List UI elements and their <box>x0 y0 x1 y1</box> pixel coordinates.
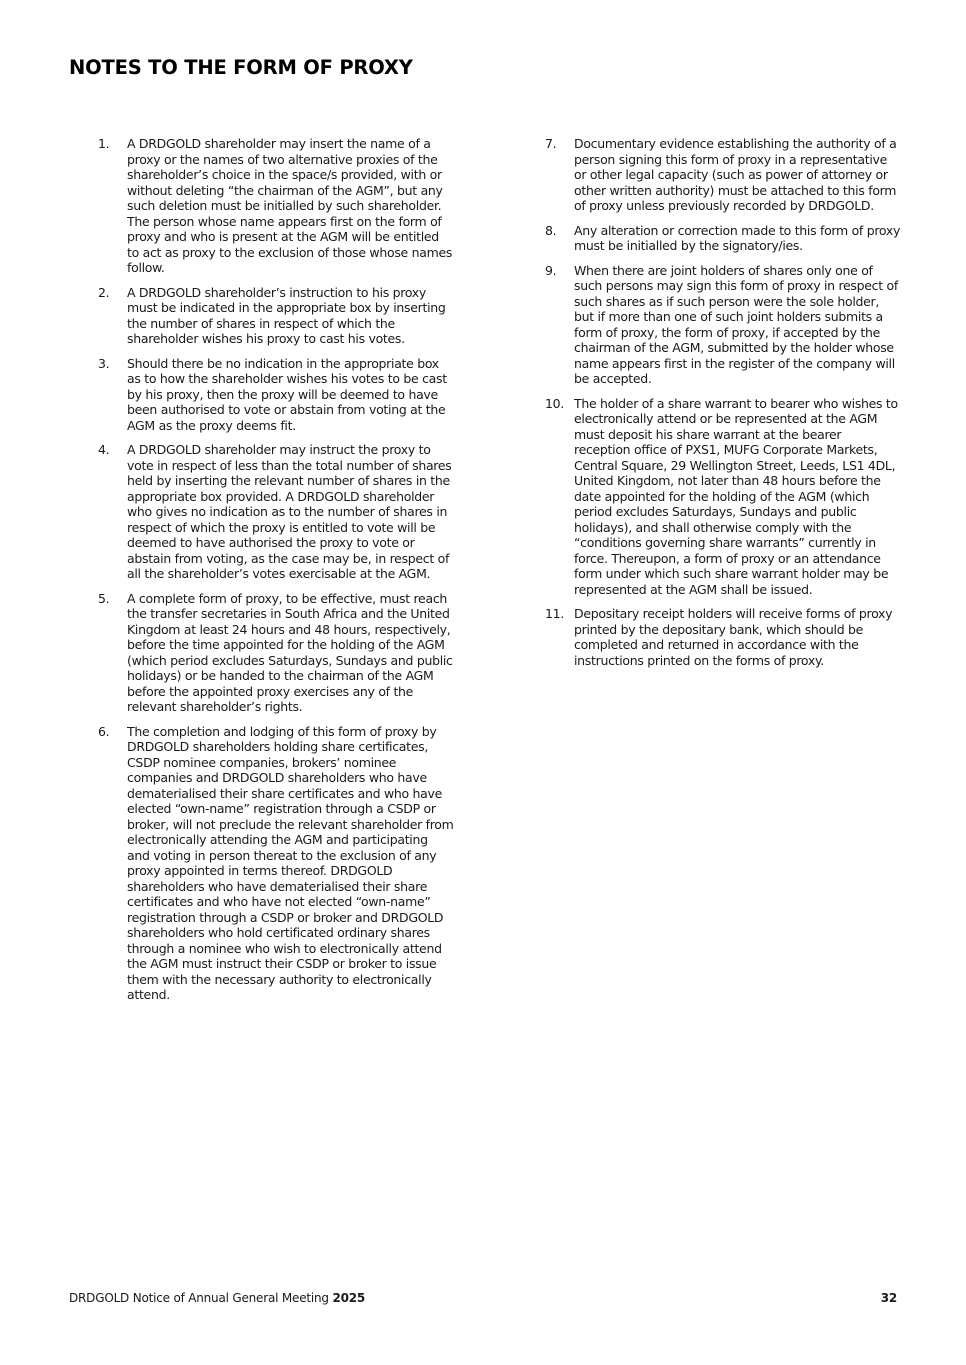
notes-column-right <box>545 136 901 677</box>
page-footer <box>69 1291 897 1309</box>
page-title: NOTES TO THE FORM OF PROXY <box>69 56 413 79</box>
note-text: A DRDGOLD shareholder’s instruction to his proxy must be indicated in the appropriate box by inserting the number of shares in respect of which the shareholder wishes his proxy to cast his votes. <box>127 284 446 346</box>
note-text: A DRDGOLD shareholder may instruct the proxy to vote in respect of less than the total number of shares held by inserting the relevant number of shares in the appropriate box provided. A DRDGOLD shareholder who gives no indication as to the number of shares in respect of which the proxy is entitled to vote will be deemed to have authorised the proxy to vote or abstain from voting, as the case may be, in respect of all the shareholder’s votes exercisable at the AGM. <box>127 442 452 581</box>
page-number: 32 <box>880 1291 897 1305</box>
note-item <box>98 285 454 347</box>
note-item <box>98 136 454 276</box>
note-text: The completion and lodging of this form of proxy by DRDGOLD shareholders holding share certificates, CSDP nominee companies, brokers’ nominee companies and DRDGOLD shareholders who have dematerialised their share certificates and who have elected “own-name” registration through a CSDP or broker, will not preclude the relevant shareholder from electronically attending the AGM and participating and voting in person thereat to the exclusion of any proxy appointed in terms thereof. DRDGOLD shareholders who have dematerialised their share certificates and who have not elected “own-name” registration through a CSDP or broker and DRDGOLD shareholders who hold certificated ordinary shares through a nominee who wish to electronically attend the AGM must instruct their CSDP or broker to issue them with the necessary authority to electronically attend. <box>127 723 454 1002</box>
note-item <box>545 136 901 214</box>
note-text: Depositary receipt holders will receive forms of proxy printed by the depositary bank, which should be completed and returned in accordance with the instructions printed on the forms of proxy. <box>574 606 893 668</box>
footer-year: 2025 <box>332 1291 366 1305</box>
note-number: 5. <box>98 590 110 606</box>
note-item <box>545 606 901 668</box>
note-text: Documentary evidence establishing the authority of a person signing this form of proxy in a representative or other legal capacity (such as power of attorney or other written authority) must be attached to this form of proxy unless previously recorded by DRDGOLD. <box>574 136 897 213</box>
note-item <box>98 356 454 434</box>
note-number: 2. <box>98 284 110 300</box>
footer-doc-name: DRDGOLD Notice of Annual General Meeting <box>69 1291 329 1305</box>
note-number: 3. <box>98 355 110 371</box>
note-item <box>98 724 454 1003</box>
note-item <box>98 591 454 715</box>
note-text: When there are joint holders of shares only one of such persons may sign this form of proxy in respect of such shares as if such person were the sole holder, but if more than one of such joint holders submits a form of proxy, the form of proxy, if accepted by the chairman of the AGM, submitted by the holder whose name appears first in the register of the company will be accepted. <box>574 262 898 386</box>
note-number: 6. <box>98 723 110 739</box>
note-text: A DRDGOLD shareholder may insert the name of a proxy or the names of two alternative proxies of the shareholder’s choice in the space/s provided, with or without deleting “the chairman of the AGM”, but any such deletion must be initialled by such shareholder. The person whose name appears first on the form of proxy and who is present at the AGM will be entitled to act as proxy to the exclusion of those whose names follow. <box>127 136 453 275</box>
note-item <box>545 223 901 254</box>
notes-column-left <box>98 136 454 1012</box>
note-text: The holder of a share warrant to bearer who wishes to electronically attend or be represented at the AGM must deposit his share warrant at the bearer reception office of PXS1, MUFG Corporate Markets, Central Square, 29 Wellington Street, Leeds, LS1 4DL, United Kingdom, not later than 48 hours before the date appointed for the holding of the AGM (which period excludes Saturdays, Sundays and public holidays), and shall otherwise comply with the “conditions governing share warrants” currently in force. Thereupon, a form of proxy or an attendance form under which such share warrant holder may be represented at the AGM shall be issued. <box>574 395 898 597</box>
note-text: Any alteration or correction made to this form of proxy must be initialled by the signatory/ies. <box>574 222 901 253</box>
note-item <box>545 396 901 598</box>
note-number: 1. <box>98 136 110 151</box>
note-number: 7. <box>545 136 557 151</box>
footer-document-title <box>69 1291 365 1305</box>
note-number: 8. <box>545 222 557 238</box>
note-item <box>98 442 454 582</box>
note-number: 10. <box>545 395 564 411</box>
note-number: 4. <box>98 442 110 457</box>
note-text: Should there be no indication in the appropriate box as to how the shareholder wishes his votes to be cast by his proxy, then the proxy will be deemed to have been authorised to vote or abstain from voting at the AGM as the proxy deems fit. <box>127 355 447 433</box>
note-item <box>545 263 901 387</box>
note-text: A complete form of proxy, to be effective, must reach the transfer secretaries in South Africa and the United Kingdom at least 24 hours and 48 hours, respectively, before the time appointed for the holding of the AGM (which period excludes Saturdays, Sundays and public holidays) or be handed to the chairman of the AGM before the appointed proxy exercises any of the relevant shareholder’s rights. <box>127 590 453 714</box>
note-number: 11. <box>545 606 564 621</box>
note-number: 9. <box>545 262 557 278</box>
